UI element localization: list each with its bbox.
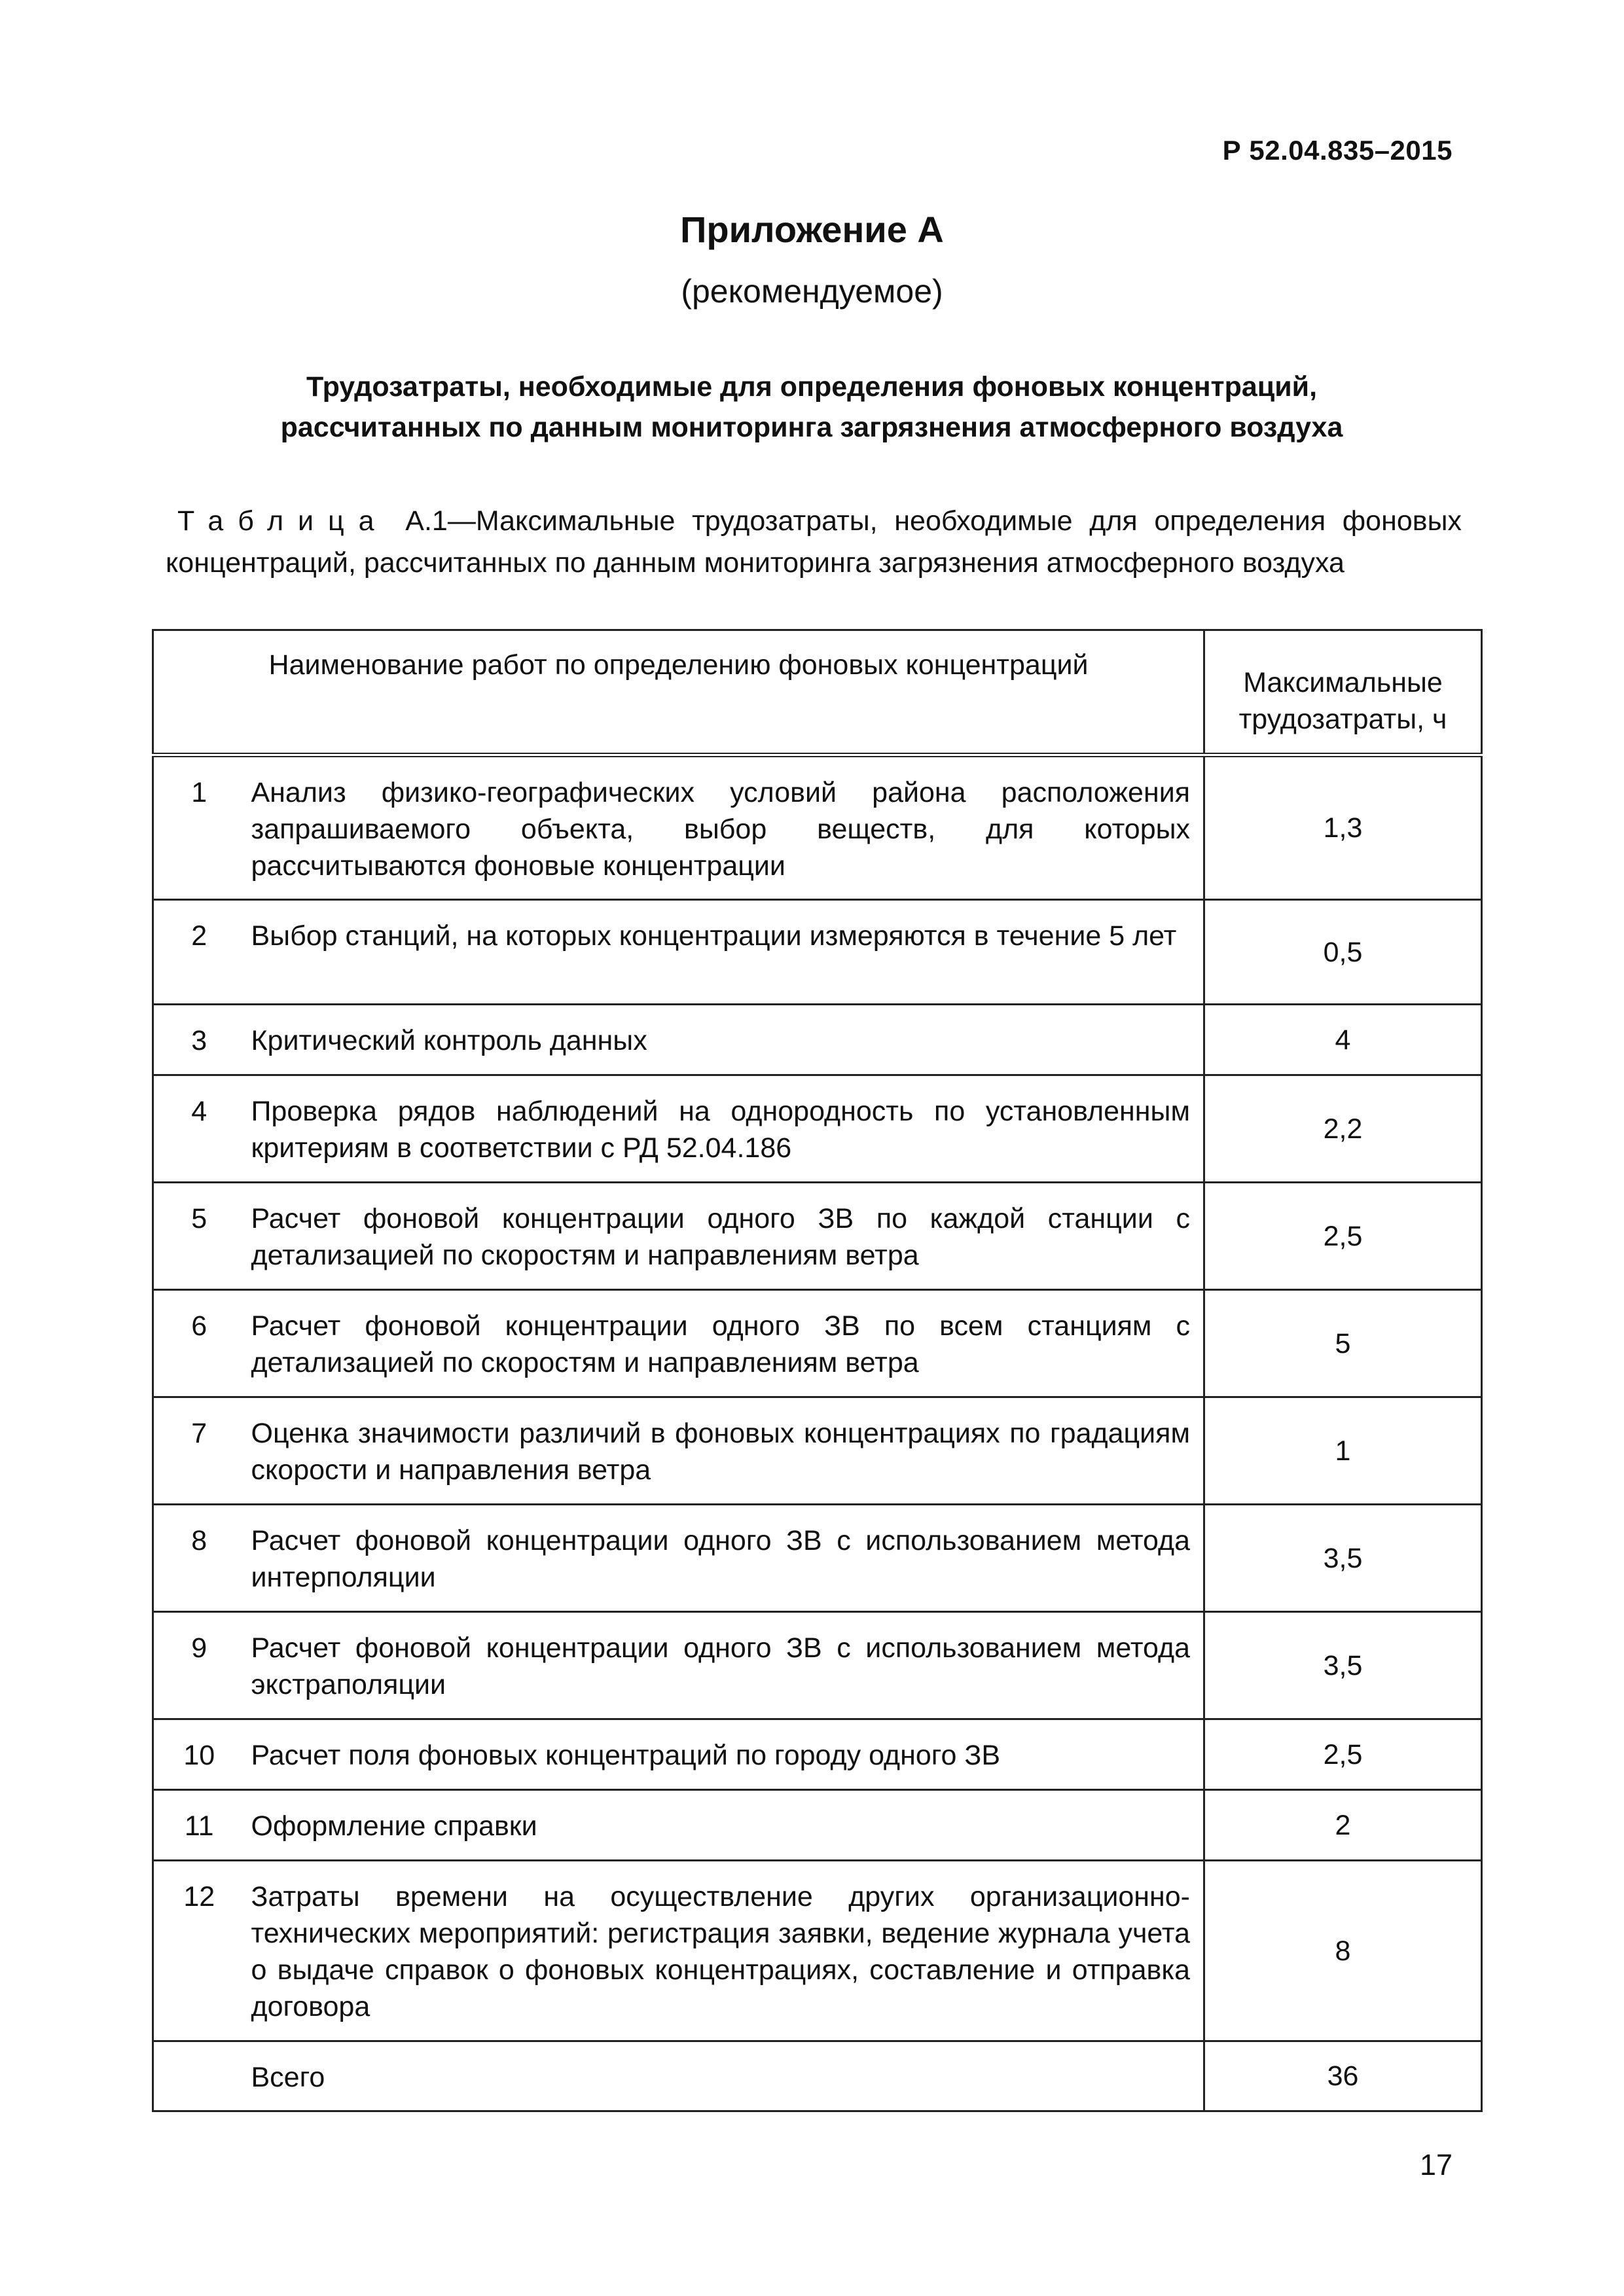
- row-labor-value: 2: [1204, 1790, 1482, 1861]
- table-row: [153, 1861, 1482, 2041]
- row-labor-value: 0,5: [1204, 900, 1482, 1005]
- row-work-name: Расчет поля фоновых концентраций по городу одного ЗВ: [245, 1719, 1204, 1790]
- row-work-name: Расчет фоновой концентрации одного ЗВ с использованием метода экстраполяции: [245, 1612, 1204, 1719]
- row-number: 7: [153, 1397, 245, 1505]
- row-work-name: Оценка значимости различий в фоновых концентрациях по градациям скорости и направления ветра: [245, 1397, 1204, 1505]
- row-number: 8: [153, 1505, 245, 1612]
- table-row: [153, 1612, 1482, 1719]
- table-row: [153, 755, 1482, 900]
- table-row: [153, 1719, 1482, 1790]
- row-work-name: Проверка рядов наблюдений на однородность по установленным критериям в соответствии с РД 52.04.186: [245, 1075, 1204, 1183]
- document-code: Р 52.04.835–2015: [1222, 135, 1453, 166]
- labor-costs-table: [152, 629, 1483, 2112]
- row-number: 3: [153, 1005, 245, 1075]
- row-labor-value: 5: [1204, 1290, 1482, 1397]
- table-header-row: [153, 630, 1482, 755]
- page-number: 17: [1419, 2148, 1453, 2181]
- row-labor-value: 8: [1204, 1861, 1482, 2041]
- appendix-status: (рекомендуемое): [681, 273, 943, 310]
- table-row: [153, 900, 1482, 1005]
- row-work-name: Расчет фоновой концентрации одного ЗВ по каждой станции с детализацией по скоростям и направлениям ветра: [245, 1183, 1204, 1290]
- row-labor-value: 4: [1204, 1005, 1482, 1075]
- section-title-line-1: Трудозатраты, необходимые для определения фоновых концентраций,: [306, 371, 1318, 403]
- total-row-number: [153, 2041, 245, 2111]
- row-work-name: Анализ физико-географических условий района расположения запрашиваемого объекта, выбор веществ, для которых рассчитываются фоновые концентрации: [245, 755, 1204, 900]
- row-labor-value: 2,5: [1204, 1719, 1482, 1790]
- table-row: [153, 1397, 1482, 1505]
- header-max-labor: Максимальные трудозатраты, ч: [1204, 630, 1482, 755]
- row-labor-value: 3,5: [1204, 1612, 1482, 1719]
- labor-costs-table-container: [152, 629, 1481, 2112]
- row-number: 1: [153, 755, 245, 900]
- row-number: 12: [153, 1861, 245, 2041]
- row-work-name: Расчет фоновой концентрации одного ЗВ по всем станциям с детализацией по скоростям и направлениям ветра: [245, 1290, 1204, 1397]
- row-labor-value: 3,5: [1204, 1505, 1482, 1612]
- section-title-line-2: рассчитанных по данным мониторинга загрязнения атмосферного воздуха: [280, 412, 1343, 443]
- table-body: [153, 755, 1482, 2111]
- row-number: 10: [153, 1719, 245, 1790]
- row-work-name: Оформление справки: [245, 1790, 1204, 1861]
- total-value: 36: [1204, 2041, 1482, 2111]
- row-number: 4: [153, 1075, 245, 1183]
- row-labor-value: 1,3: [1204, 755, 1482, 900]
- row-labor-value: 2,5: [1204, 1183, 1482, 1290]
- table-caption: [166, 500, 1462, 584]
- table-row: [153, 1505, 1482, 1612]
- row-number: 6: [153, 1290, 245, 1397]
- table-row: [153, 1075, 1482, 1183]
- row-work-name: Затраты времени на осуществление других организационно-технических мероприятий: регистрация заявки, ведение журнала учета о выдаче справок о фоновых концентрациях, составление и отправка договора: [245, 1861, 1204, 2041]
- row-number: 11: [153, 1790, 245, 1861]
- row-number: 5: [153, 1183, 245, 1290]
- header-work-name: Наименование работ по определению фоновых концентраций: [153, 630, 1204, 755]
- row-work-name: Выбор станций, на которых концентрации измеряются в течение 5 лет: [245, 900, 1204, 1005]
- table-caption-label: Таблица: [177, 505, 389, 537]
- table-row: [153, 1790, 1482, 1861]
- table-total-row: [153, 2041, 1482, 2111]
- table-row: [153, 1183, 1482, 1290]
- row-work-name: Расчет фоновой концентрации одного ЗВ с использованием метода интерполяции: [245, 1505, 1204, 1612]
- section-title: [196, 367, 1427, 448]
- row-labor-value: 2,2: [1204, 1075, 1482, 1183]
- row-number: 9: [153, 1612, 245, 1719]
- row-work-name: Критический контроль данных: [245, 1005, 1204, 1075]
- table-row: [153, 1290, 1482, 1397]
- table-caption-text: А.1—Максимальные трудозатраты, необходимые для определения фоновых концентраций, рассчитанных по данным мониторинга загрязнения атмосферного воздуха: [166, 505, 1462, 579]
- row-number: 2: [153, 900, 245, 1005]
- table-row: [153, 1005, 1482, 1075]
- appendix-title: Приложение А: [680, 209, 944, 250]
- row-labor-value: 1: [1204, 1397, 1482, 1505]
- total-label: Всего: [245, 2041, 1204, 2111]
